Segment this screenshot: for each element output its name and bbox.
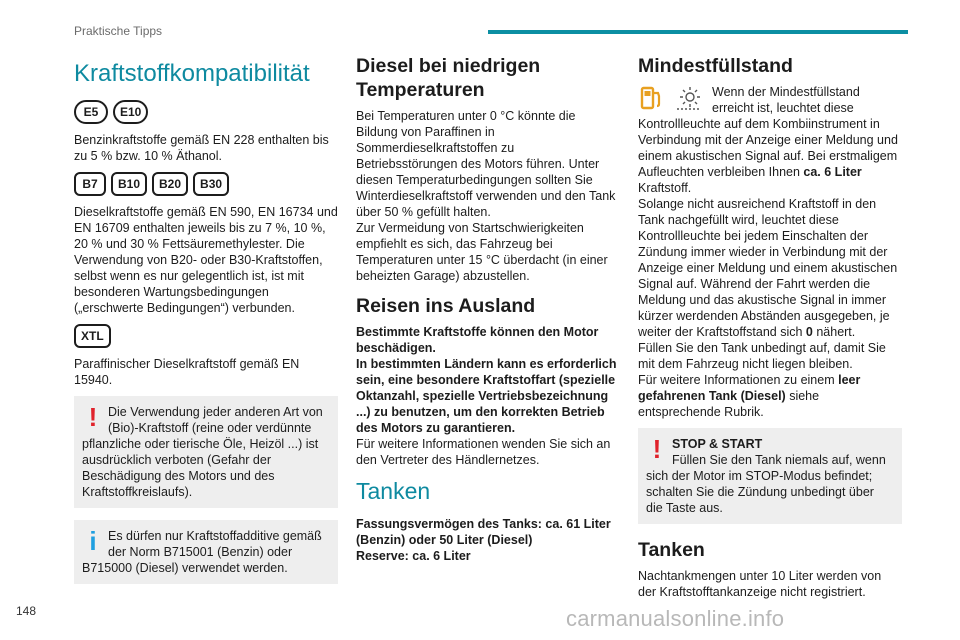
- low-fuel-alert-icon: [674, 84, 704, 112]
- petrol-badges: [74, 100, 338, 124]
- warning-note: [74, 396, 338, 508]
- min-level-amount: ca. 6 Liter: [803, 165, 862, 179]
- min-level-p4c: siehe entsprechende Rubrik.: [638, 389, 820, 419]
- fuel-pump-icon: [638, 84, 666, 112]
- diesel-low-temp-title: Diesel bei niedrigen Temperaturen: [356, 55, 541, 101]
- column-fuel-compatibility: [74, 54, 338, 596]
- warning-text: Die Verwendung jeder anderen Art von (Bio)-Kraftstoff (reine oder verdünnte pflanzliche oder tierische Öle, Heizöl ...) ist ausdrücklich verboten (Gefahr der Beschädigung des Motors und des Kraftstoffkreislaufs).: [82, 405, 323, 499]
- xtl-badges: [74, 324, 338, 348]
- refuel-text: Nachtankmengen unter 10 Liter werden von der Kraftstofftankanzeige nicht registriert.: [638, 569, 882, 599]
- warning-icon: !: [88, 402, 98, 432]
- fuel-compatibility-title: Kraftstoffkompatibilität: [74, 60, 310, 87]
- diesel-text: Dieselkraftstoffe gemäß EN 590, EN 16734 und EN 16709 enthalten jeweils bis zu 7 %, 10 %, 20 % und 30 % Fettsäuremethylester. Die Verwendung von B20- oder B30-Kraftstoffen, selbst wenn es nur gelegentlich ist, ist mit besonderen Wartungsbedingungen („erschwerte Bedingungen“) verbunden.: [74, 205, 338, 315]
- xtl-text: Paraffinischer Dieselkraftstoff gemäß EN 15940.: [74, 357, 300, 387]
- stop-start-note: [638, 428, 902, 524]
- min-level-p2c: nähert.: [812, 325, 856, 339]
- header-label: Praktische Tipps: [74, 24, 163, 38]
- badge-b10: B10: [111, 172, 147, 196]
- badge-e10: E10: [113, 100, 148, 124]
- badge-xtl: XTL: [74, 324, 111, 348]
- min-level-p4a: Für weitere Informationen zu einem: [638, 373, 839, 387]
- header-accent-bar: [488, 30, 908, 34]
- min-level-text-c: Kraftstoff.: [638, 181, 692, 195]
- info-icon: i: [89, 526, 97, 556]
- badge-b30: B30: [193, 172, 229, 196]
- stop-start-title: STOP & START: [672, 437, 763, 451]
- diesel-low-temp-text-2: Zur Vermeidung von Startschwierigkeiten empfiehlt es sich, das Fahrzeug bei Temperaturen unter 15 °C überdacht (in einer beheizten Garage) abzustellen.: [356, 221, 608, 283]
- stop-start-text: Füllen Sie den Tank niemals auf, wenn sich der Motor im STOP-Modus befindet; schalten Sie die Zündung unbedingt über die Taste aus.: [646, 453, 886, 515]
- diesel-badges: [74, 172, 338, 196]
- badge-b20: B20: [152, 172, 188, 196]
- petrol-text: Benzinkraftstoffe gemäß EN 228 enthalten bis zu 5 % bzw. 10 % Äthanol.: [74, 133, 329, 163]
- travel-abroad-text: Für weitere Informationen wenden Sie sich an den Vertreter des Händlernetzes.: [356, 437, 611, 467]
- refuel-title-col2: Tanken: [356, 478, 431, 504]
- watermark: carmanualsonline.info: [566, 606, 785, 631]
- warning-lamp-icons: [638, 84, 704, 112]
- min-level-zero: 0: [805, 325, 813, 339]
- diesel-low-temp-text-1: Bei Temperaturen unter 0 °C könnte die Bildung von Paraffinen in Sommerdieselkraftstoffen zu Betriebsstörungen des Motors führen. Unter diesen Temperaturbedingungen sollten Sie Winterdieselkraftstoff verwenden und den Tank über 50 % gefüllt halten.: [356, 109, 616, 219]
- min-level-p3: Füllen Sie den Tank unbedingt auf, damit Sie mit dem Fahrzeug nicht liegen bleiben.: [638, 341, 886, 371]
- column-diesel-travel: [356, 54, 618, 572]
- page-number: 148: [16, 604, 37, 618]
- badge-b7: B7: [74, 172, 106, 196]
- info-note: [74, 520, 338, 584]
- travel-abroad-title: Reisen ins Ausland: [356, 295, 536, 317]
- warning-icon: !: [652, 434, 662, 464]
- column-min-level: [638, 54, 902, 608]
- empty-tank-link-text: leer gefahrenen Tank (Diesel): [638, 373, 861, 403]
- travel-abroad-warning: Bestimmte Kraftstoffe können den Motor beschädigen. In bestimmten Ländern kann es erforderlich sein, eine besondere Kraftstoffart (spezielle Oktanzahl, spezielle Vertriebsbezeichnung ...) zu benutzen, um den korrekten Betrieb des Motors zu garantieren.: [356, 325, 617, 435]
- min-level-title: Mindestfüllstand: [638, 55, 793, 77]
- tank-capacity-text: Fassungsvermögen des Tanks: ca. 61 Liter (Benzin) oder 50 Liter (Diesel) Reserve: ca. 6 Liter: [356, 517, 611, 563]
- min-level-text-a: Wenn der Mindestfüllstand erreicht ist, leuchtet diese Kontrollleuchte auf dem Kombiinstrument in Verbindung mit der Anzeige einer Meldung und einem akustischen Signal auf. Bei erstmaligem Aufleuchten verbleiben Ihnen: [638, 85, 898, 179]
- refuel-title-col3: Tanken: [638, 539, 705, 561]
- info-text: Es dürfen nur Kraftstoffadditive gemäß der Norm B715001 (Benzin) oder B715000 (Diesel) verwendet werden.: [82, 529, 322, 575]
- badge-e5: E5: [74, 100, 108, 124]
- min-level-p2a: Solange nicht ausreichend Kraftstoff in den Tank nachgefüllt wird, leuchtet diese Kontrollleuchte bei jedem Einschalten der Zündung immer wieder in Verbindung mit der Anzeige einer Meldung und einem akustischen Signal auf. Während der Fahrt werden die Meldung und das akustische Signal in immer kürzer werdenden Abständen ausgegeben, je weiter der Kraftstoffstand sich: [638, 197, 898, 339]
